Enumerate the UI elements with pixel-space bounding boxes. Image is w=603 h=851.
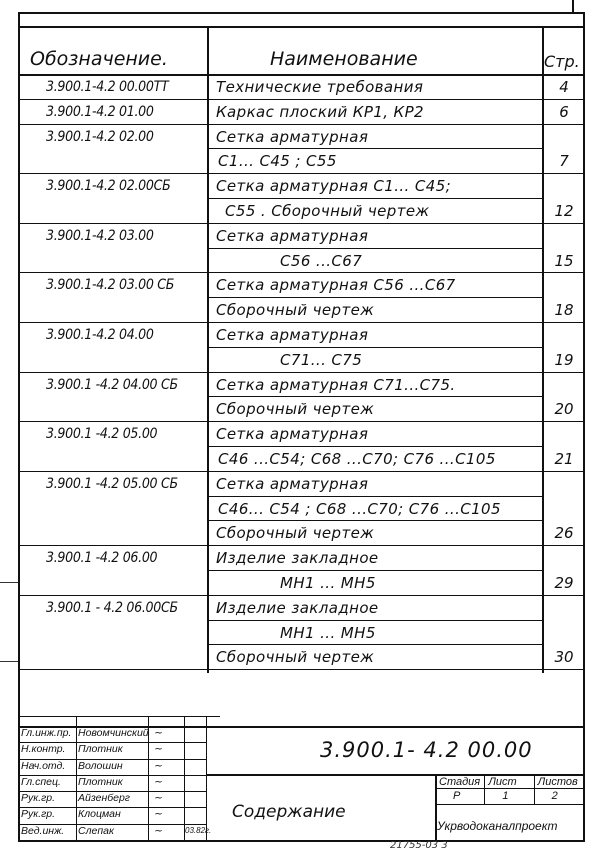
sheets-label: Листов — [537, 776, 578, 788]
row-name: Изделие закладное — [216, 598, 379, 617]
document-code: 3.900.1- 4.2 00.00 — [320, 738, 533, 762]
stamp-role: Рук.гр. — [21, 792, 56, 805]
organization-name: Укрводоканалпроект — [437, 819, 558, 833]
stamp-person: Плотник — [78, 775, 123, 788]
row-line — [20, 272, 583, 273]
row-line — [209, 620, 544, 621]
row-line — [20, 99, 583, 100]
table-top-line — [20, 26, 583, 28]
signature-mark: ~ — [154, 791, 164, 805]
stamp-col-line — [484, 774, 485, 804]
row-line — [20, 595, 583, 596]
stamp-role: Гл.инж.пр. — [21, 727, 72, 739]
row-name: С1... С45 ; С55 — [218, 152, 337, 171]
row-designation: 3.900.1 - 4.2 06.00СБ — [46, 599, 178, 616]
stamp-person: Айзенберг — [78, 792, 130, 805]
margin-mark — [0, 582, 18, 583]
row-name: Сетка арматурная С56 ...С67 — [216, 276, 456, 295]
row-page: 19 — [554, 350, 574, 369]
row-name: Сборочный чертеж — [216, 648, 375, 667]
row-designation: 3.900.1-4.2 00.00ТТ — [46, 79, 169, 95]
row-name: МН1 ... МН5 — [280, 574, 376, 592]
sheets-value: 2 — [551, 790, 558, 802]
row-line — [209, 347, 544, 348]
row-line — [209, 148, 544, 149]
signature-mark: ~ — [154, 758, 164, 772]
header-divider — [20, 74, 583, 76]
row-page: 18 — [554, 301, 574, 320]
row-line — [209, 248, 544, 249]
row-line — [20, 124, 583, 125]
row-line — [209, 520, 544, 521]
margin-mark — [0, 661, 18, 662]
row-page: 7 — [559, 152, 569, 171]
row-page: 4 — [559, 78, 569, 96]
sheet-title: Содержание — [232, 802, 346, 822]
row-designation: 3.900.1 -4.2 05.00 — [46, 426, 158, 443]
row-name: С46... С54 ; С68 ...С70; С76 ...С105 — [218, 499, 501, 518]
header-designation: Обозначение. — [30, 48, 168, 70]
row-line — [20, 173, 583, 174]
sheet-value: 1 — [502, 790, 509, 802]
stamp-role: Гл.спец. — [21, 775, 61, 788]
signature-mark: ~ — [154, 823, 164, 837]
row-page: 6 — [559, 102, 569, 121]
stamp-role: Нач.отд. — [21, 759, 66, 772]
row-name: Сетка арматурная — [216, 226, 369, 245]
drawing-sheet — [18, 12, 585, 842]
stamp-role: Вед.инж. — [21, 824, 65, 837]
row-designation: 3.900.1-4.2 02.00СБ — [46, 178, 171, 195]
stamp-role: Н.контр. — [21, 743, 66, 756]
row-line — [20, 421, 583, 422]
row-name: С55 . Сборочный чертеж — [225, 202, 430, 220]
row-line — [209, 396, 544, 397]
row-page: 21 — [554, 450, 574, 468]
row-line — [209, 496, 544, 497]
stamp-date: 03.82г. — [185, 825, 212, 835]
stamp-person: Слепак — [78, 824, 114, 837]
row-name: Технические требования — [216, 78, 424, 96]
row-name: Изделие закладное — [216, 549, 379, 568]
row-name: Сетка арматурная — [216, 425, 369, 444]
stamp-sub-line — [435, 788, 583, 789]
row-line — [209, 198, 544, 199]
row-designation: 3.900.1-4.2 02.00 — [46, 128, 154, 145]
sheet-label: Лист — [488, 776, 517, 788]
row-line — [20, 372, 583, 373]
row-name: Сетка арматурная С71...С75. — [216, 375, 456, 394]
row-name: С71... С75 — [280, 350, 363, 369]
title-block-line — [20, 716, 220, 717]
row-designation: 3.900.1 -4.2 05.00 СБ — [46, 475, 178, 492]
stage-label: Стадия — [439, 776, 481, 788]
header-name: Наименование — [270, 48, 418, 70]
stamp-person: Плотник — [78, 743, 123, 756]
header-page: Стр. — [544, 52, 580, 71]
row-line — [20, 669, 583, 670]
row-page: 29 — [554, 574, 574, 592]
signature-mark: ~ — [154, 726, 164, 739]
row-page: 20 — [554, 400, 574, 419]
signature-mark: ~ — [154, 774, 164, 788]
row-designation: 3.900.1 -4.2 06.00 — [46, 550, 158, 567]
row-line — [20, 471, 583, 472]
row-name: Сетка арматурная — [216, 474, 369, 493]
row-line — [209, 570, 544, 571]
stage-value: Р — [453, 790, 461, 802]
stamp-person: Волошин — [78, 759, 123, 772]
row-designation: 3.900.1-4.2 03.00 СБ — [46, 277, 175, 294]
signature-mark: ~ — [154, 807, 164, 821]
row-name: Каркас плоский КР1, КР2 — [216, 102, 424, 121]
row-name: МН1 ... МН5 — [280, 623, 376, 642]
stamp-sub-line — [435, 804, 583, 805]
row-name: Сетка арматурная — [216, 326, 369, 344]
row-page: 26 — [554, 524, 574, 543]
stamp-col-line — [534, 774, 535, 804]
row-designation: 3.900.1 -4.2 04.00 СБ — [46, 376, 178, 393]
row-line — [20, 545, 583, 546]
row-designation: 3.900.1-4.2 01.00 — [46, 103, 154, 120]
row-name: Сетка арматурная — [216, 127, 369, 146]
row-line — [209, 297, 544, 298]
row-line — [20, 223, 583, 224]
row-name: Сборочный чертеж — [216, 524, 375, 543]
row-designation: 3.900.1-4.2 03.00 — [46, 227, 154, 244]
row-page: 30 — [554, 648, 574, 667]
stamp-person: Новомчинский — [78, 727, 149, 739]
row-designation: 3.900.1-4.2 04.00 — [46, 327, 154, 343]
row-name: Сборочный чертеж — [216, 400, 375, 419]
stamp-person: Клоцман — [78, 808, 121, 821]
signature-mark: ~ — [154, 742, 164, 756]
stamp-mid-line — [206, 774, 583, 776]
row-line — [20, 322, 583, 323]
row-name: Сетка арматурная С1... С45; — [216, 177, 452, 196]
stamp-col-line — [76, 716, 77, 840]
row-line — [209, 446, 544, 447]
row-name: С46 ...С54; С68 ...С70; С76 ...С105 — [218, 450, 496, 468]
row-line — [209, 644, 544, 645]
row-page: 15 — [554, 251, 574, 270]
row-name: Сборочный чертеж — [216, 301, 375, 320]
footer-number: 21755-03 3 — [390, 840, 448, 851]
stamp-col-line — [206, 716, 207, 840]
stamp-col-line — [184, 716, 185, 840]
stamp-role: Рук.гр. — [21, 808, 56, 821]
row-name: С56 ...С67 — [280, 251, 363, 270]
row-page: 12 — [554, 202, 574, 220]
